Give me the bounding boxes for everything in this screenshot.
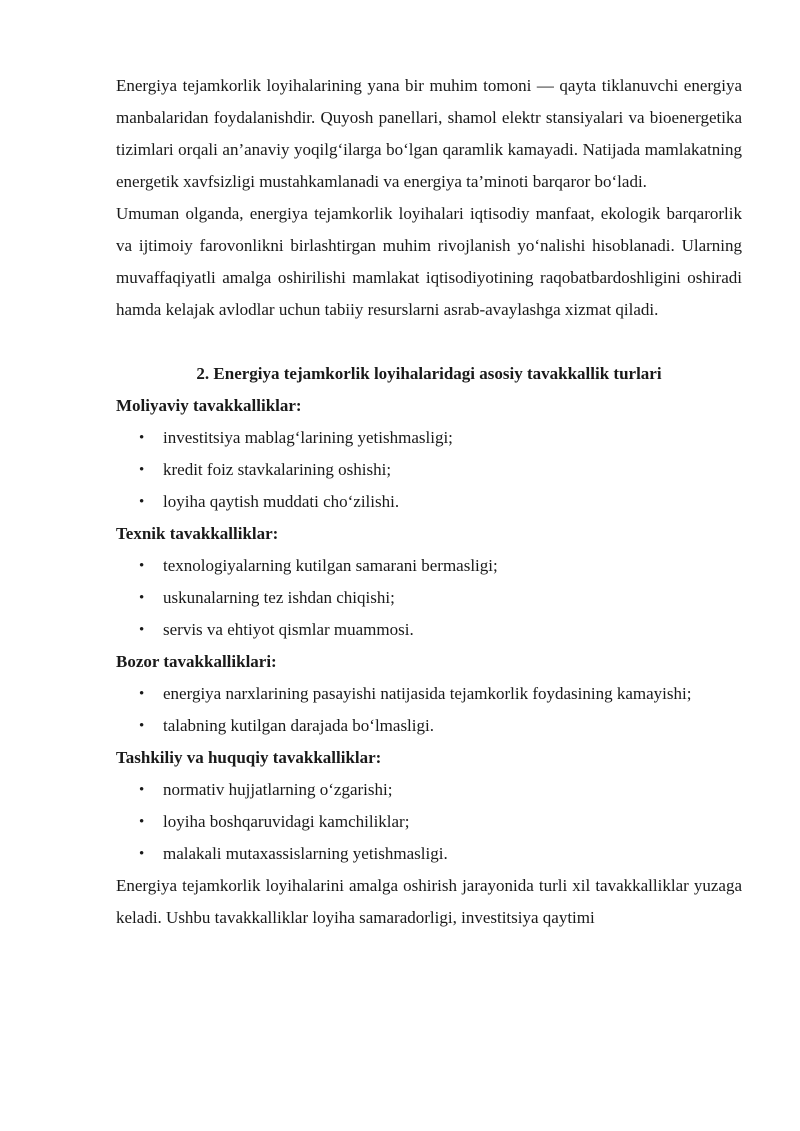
list-item-text: servis va ehtiyot qismlar muammosi. xyxy=(163,620,414,639)
group-title: Moliyaviy tavakkalliklar: xyxy=(116,396,302,415)
list-item-text: normativ hujjatlarning o‘zgarishi; xyxy=(163,780,393,799)
list-item-text: kredit foiz stavkalarining oshishi; xyxy=(163,460,392,479)
paragraph-risk-intro: Energiya tejamkorlik loyihalarini amalga oshirish jarayonida turli xil tavakkalliklar yuzaga keladi. Ushbu tavakkalliklar loyiha samaradorligi, investitsiya qaytimi xyxy=(116,876,742,927)
paragraph-renewable-energy: Energiya tejamkorlik loyihalarining yana bir muhim tomoni — qayta tiklanuvchi energiya manbalaridan foydalanishdir. Quyosh panellari, shamol elektr stansiyalari va bioenergetika tizimlari orqali an’anaviy yoqilg‘ilarga bo‘lgan qaramlik kamayadi. Natijada mamlakatning energetik xavfsizligi mustahkamlanadi va energiya ta’minoti barqaror bo‘ladi. xyxy=(116,76,742,191)
bullet-icon: • xyxy=(139,558,145,574)
list-item-text: loyiha boshqaruvidagi kamchiliklar; xyxy=(163,812,410,831)
list-item xyxy=(116,422,742,454)
paragraph-summary: Umuman olganda, energiya tejamkorlik loyihalari iqtisodiy manfaat, ekologik barqarorlik va ijtimoiy farovonlikni birlashtirgan muhim rivojlanish yo‘nalishi hisoblanadi. Ularning muvaffaqiyatli amalga oshirilishi mamlakat iqtisodiyotining raqobatbardoshligini oshiradi hamda kelajak avlodlar uchun tabiiy resurslarni asrab-avaylashga xizmat qiladi. xyxy=(116,204,742,319)
bullet-icon: • xyxy=(139,814,145,830)
risk-group-financial xyxy=(116,390,742,518)
bullet-icon: • xyxy=(139,590,145,606)
group-title: Tashkiliy va huquqiy tavakkalliklar: xyxy=(116,748,382,767)
list-item xyxy=(116,838,742,870)
list-item xyxy=(116,550,742,582)
bullet-icon: • xyxy=(139,686,145,702)
bullet-icon: • xyxy=(139,430,145,446)
document-page xyxy=(116,70,742,934)
bullet-icon: • xyxy=(139,622,145,638)
list-item xyxy=(116,710,742,742)
bullet-icon: • xyxy=(139,846,145,862)
list-item-text: energiya narxlarining pasayishi natijasida tejamkorlik foydasining kamayishi; xyxy=(163,684,692,703)
list-item xyxy=(116,614,742,646)
list-item xyxy=(116,454,742,486)
list-item-text: malakali mutaxassislarning yetishmasligi. xyxy=(163,844,448,863)
bullet-icon: • xyxy=(139,494,145,510)
list-item xyxy=(116,582,742,614)
list-item-text: loyiha qaytish muddati cho‘zilishi. xyxy=(163,492,400,511)
bullet-list xyxy=(116,774,742,870)
bullet-list xyxy=(116,422,742,518)
blank-line xyxy=(116,326,742,358)
bullet-list xyxy=(116,550,742,646)
list-item xyxy=(116,806,742,838)
list-item-text: investitsiya mablag‘larining yetishmasligi; xyxy=(163,428,453,447)
list-item xyxy=(116,678,742,710)
risk-group-technical xyxy=(116,518,742,646)
list-item-text: texnologiyalarning kutilgan samarani bermasligi; xyxy=(163,556,498,575)
section-title: 2. Energiya tejamkorlik loyihalaridagi asosiy tavakkallik turlari xyxy=(196,364,662,383)
list-item-text: talabning kutilgan darajada bo‘lmasligi. xyxy=(163,716,434,735)
risk-group-organizational-legal xyxy=(116,742,742,870)
group-title: Bozor tavakkalliklari: xyxy=(116,652,277,671)
risk-group-market xyxy=(116,646,742,742)
group-title: Texnik tavakkalliklar: xyxy=(116,524,279,543)
bullet-icon: • xyxy=(139,462,145,478)
list-item xyxy=(116,486,742,518)
bullet-icon: • xyxy=(139,782,145,798)
list-item xyxy=(116,774,742,806)
bullet-icon: • xyxy=(139,718,145,734)
list-item-text: uskunalarning tez ishdan chiqishi; xyxy=(163,588,395,607)
bullet-list xyxy=(116,678,742,742)
